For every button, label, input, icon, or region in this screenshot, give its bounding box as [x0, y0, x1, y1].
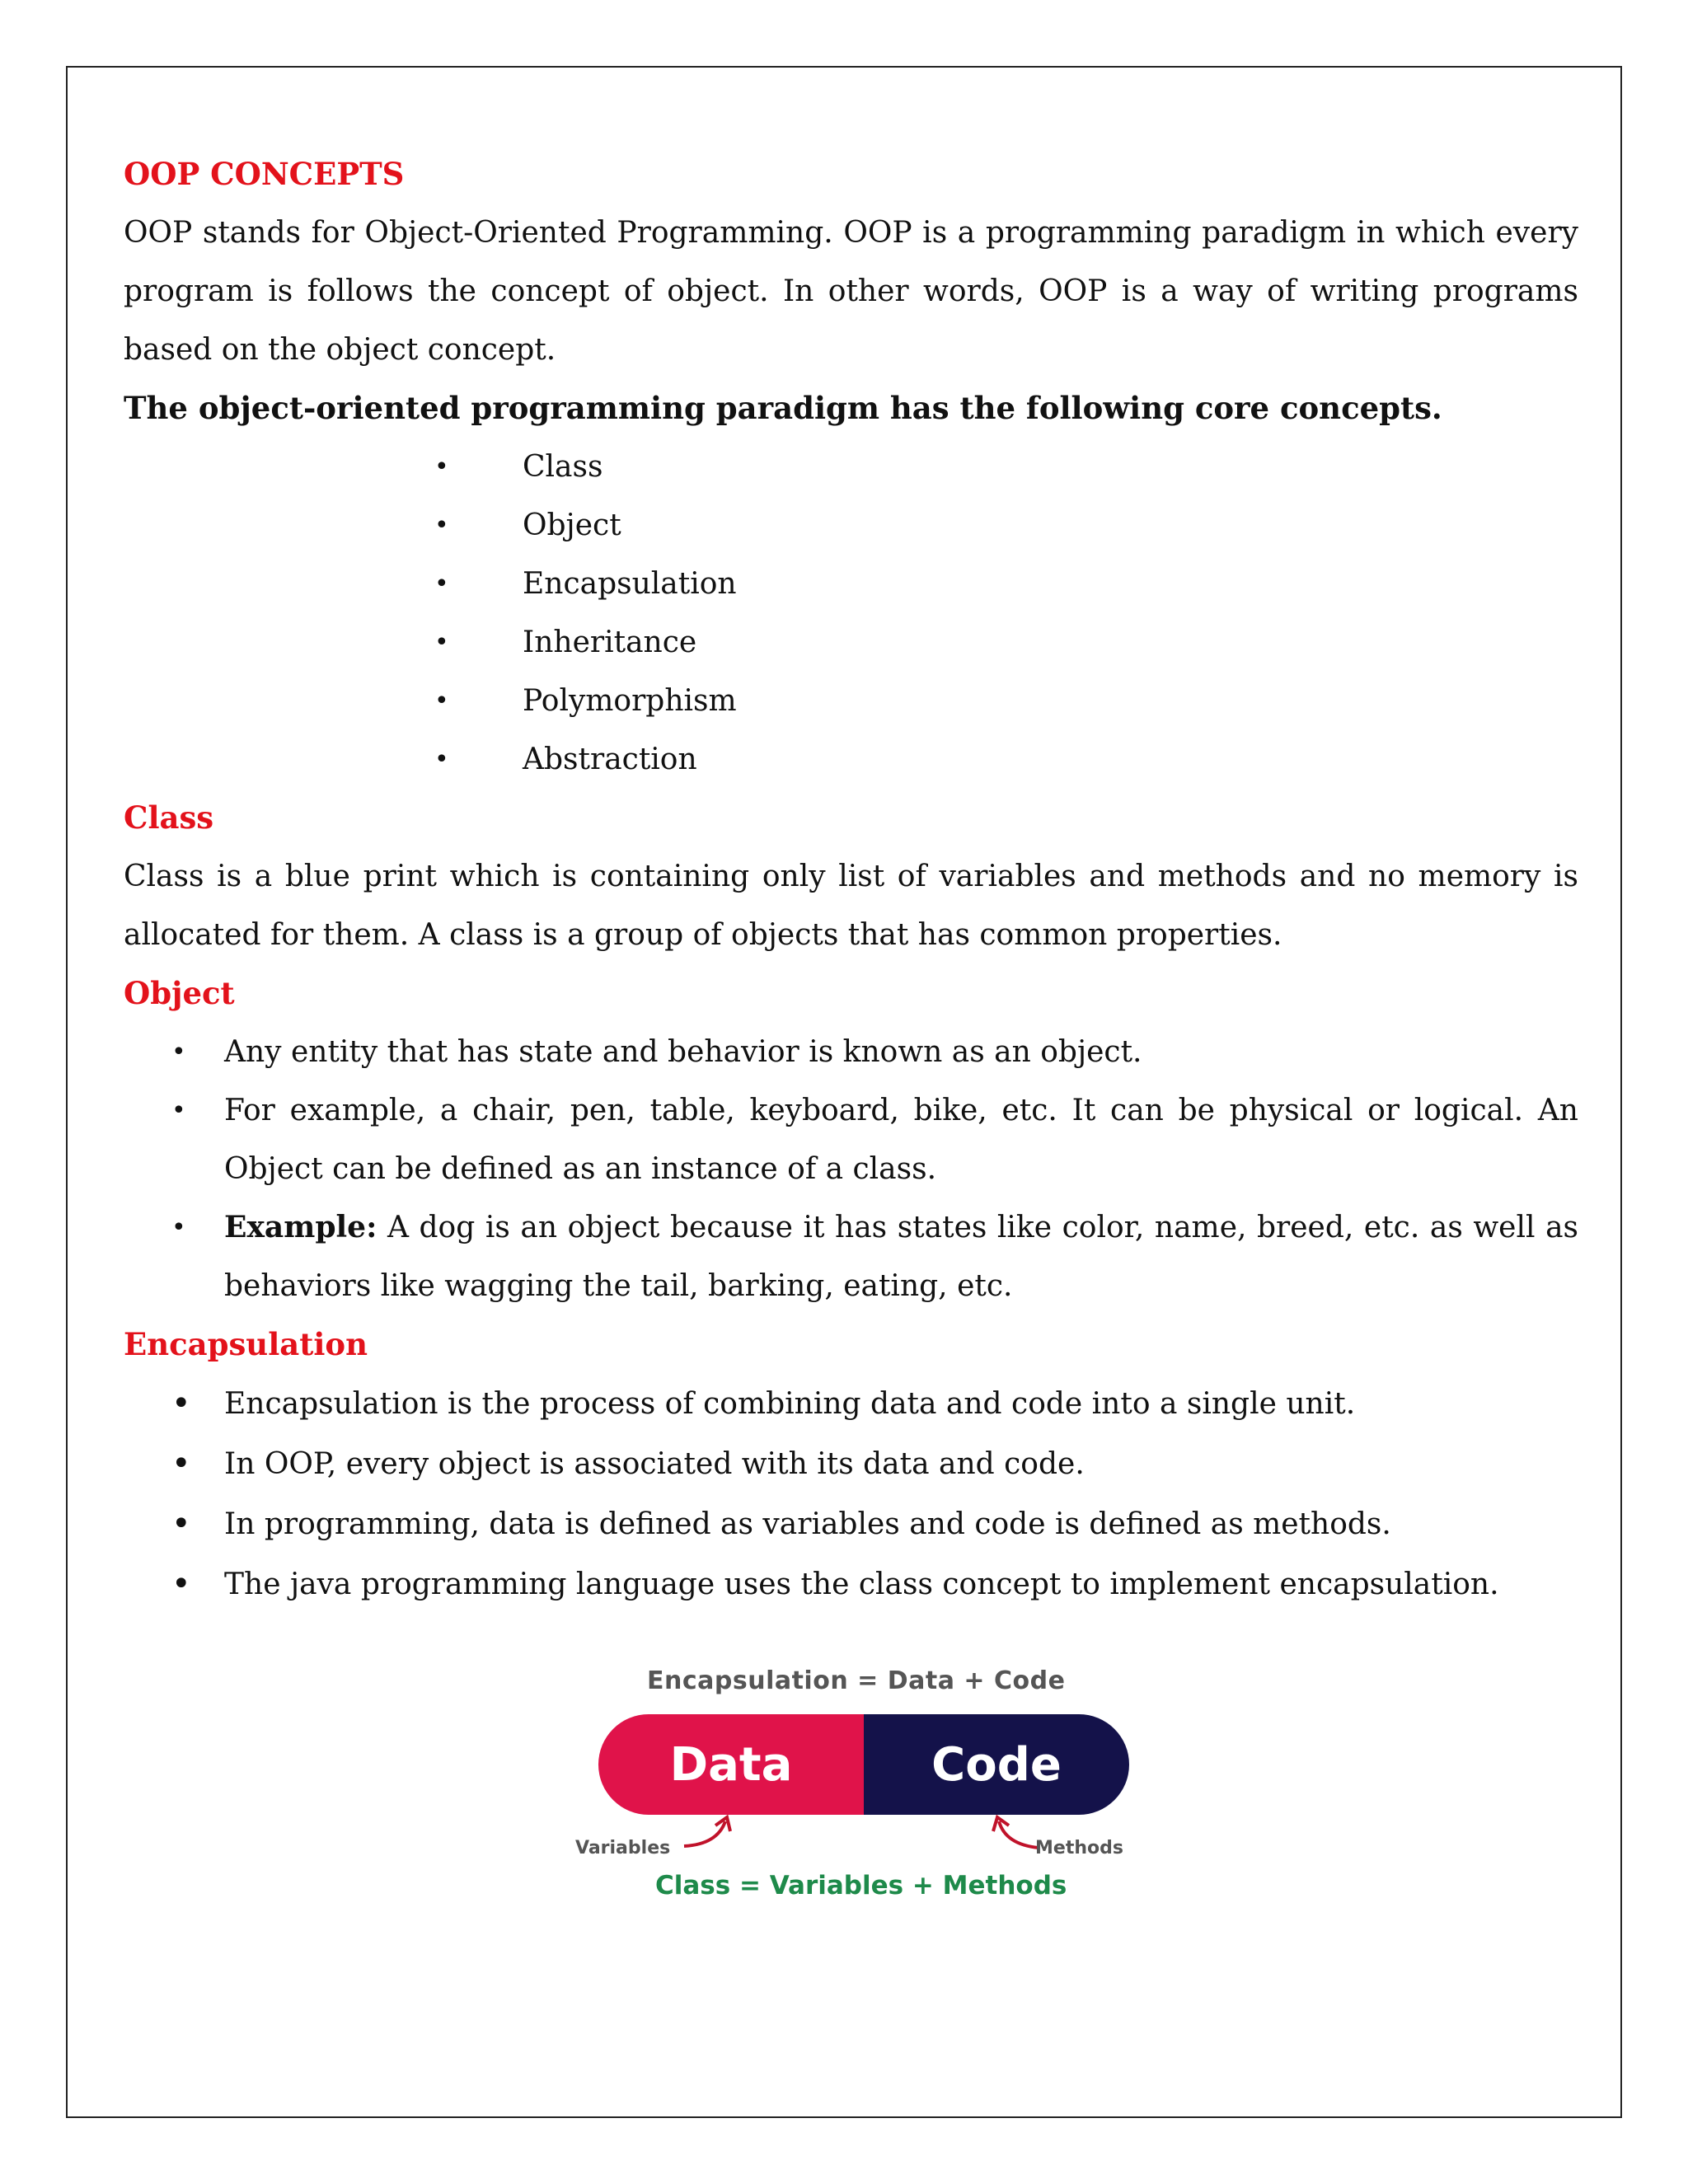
bullet-icon: •: [171, 1096, 186, 1125]
bullet-icon: •: [171, 1038, 186, 1066]
list-item-label: Any entity that has state and behavior is known as an object.: [224, 1035, 1142, 1069]
class-heading: Class: [124, 799, 214, 836]
list-item: [124, 672, 1578, 730]
core-concepts-intro: The object-oriented programming paradigm has the following core concepts.: [124, 390, 1442, 426]
list-item-label: The java programming language uses the class concept to implement encapsulation.: [224, 1568, 1499, 1601]
list-item-label: Encapsulation is the process of combining data and code into a single unit.: [224, 1387, 1356, 1421]
variables-label: Variables: [575, 1838, 671, 1858]
core-concepts-list: [124, 438, 1578, 789]
list-item: [124, 438, 1578, 496]
class-paragraph: Class is a blue print which is containing only list of variables and methods and no memory is allocated for them. A class is a group of objects that has common properties.: [124, 860, 1578, 952]
list-item: [124, 613, 1578, 672]
figure-caption: Class = Variables + Methods: [655, 1871, 1067, 1900]
list-item-label: Encapsulation: [523, 567, 737, 601]
data-segment: Data: [598, 1714, 864, 1815]
encapsulation-heading: Encapsulation: [124, 1326, 368, 1362]
list-item: [124, 1374, 1578, 1434]
document-body: [124, 145, 1578, 1615]
list-item: [124, 1494, 1578, 1554]
code-segment: Code: [864, 1714, 1129, 1815]
list-item-label: A dog is an object because it has states like color, name, breed, etc. as well as behaviors like wagging the tail, barking, eating, etc.: [224, 1211, 1578, 1303]
bullet-icon: •: [434, 569, 449, 598]
methods-label: Methods: [1035, 1838, 1123, 1858]
bullet-icon: •: [434, 452, 449, 481]
bullet-icon: •: [434, 687, 449, 715]
list-item: [124, 496, 1578, 555]
list-item-label: Object: [523, 509, 621, 542]
bullet-icon: •: [171, 1565, 191, 1603]
list-item: [124, 1434, 1578, 1494]
list-item: [124, 1554, 1578, 1615]
object-bullet-list: [124, 1023, 1578, 1315]
bullet-icon: •: [171, 1213, 186, 1242]
list-item: [124, 1081, 1578, 1198]
pointer-arrows: [569, 1657, 1146, 1904]
list-item-label: For example, a chair, pen, table, keyboard, bike, etc. It can be physical or logical. An Object can be defined as an instance of a class.: [224, 1094, 1578, 1186]
list-item-label: Polymorphism: [523, 684, 737, 718]
methods-arrow-icon: [999, 1821, 1039, 1848]
figure-title: Encapsulation = Data + Code: [647, 1666, 1066, 1695]
bullet-icon: •: [171, 1445, 191, 1483]
list-item: [124, 555, 1578, 613]
oop-concepts-heading: OOP CONCEPTS: [124, 156, 405, 192]
bullet-icon: •: [171, 1385, 191, 1422]
bullet-icon: •: [434, 745, 449, 774]
object-heading: Object: [124, 975, 235, 1011]
list-item: [124, 730, 1578, 789]
variables-arrow-icon: [684, 1821, 725, 1846]
list-item: [124, 1198, 1578, 1315]
list-item-label: Inheritance: [523, 626, 697, 659]
list-item-label: In OOP, every object is associated with its data and code.: [224, 1447, 1085, 1481]
example-label: Example:: [224, 1210, 377, 1244]
bullet-icon: •: [434, 511, 449, 540]
encapsulation-figure: [569, 1657, 1146, 1904]
list-item-label: In programming, data is defined as variables and code is defined as methods.: [224, 1507, 1391, 1541]
list-item: [124, 1023, 1578, 1081]
encapsulation-bullet-list: [124, 1374, 1578, 1615]
bullet-icon: •: [434, 628, 449, 657]
oop-intro-paragraph: OOP stands for Object-Oriented Programming. OOP is a programming paradigm in which every program is follows the concept of object. In other words, OOP is a way of writing programs based on the object concept.: [124, 216, 1578, 367]
list-item-label: Class: [523, 450, 603, 484]
list-item-label: Abstraction: [523, 743, 697, 776]
bullet-icon: •: [171, 1505, 191, 1543]
